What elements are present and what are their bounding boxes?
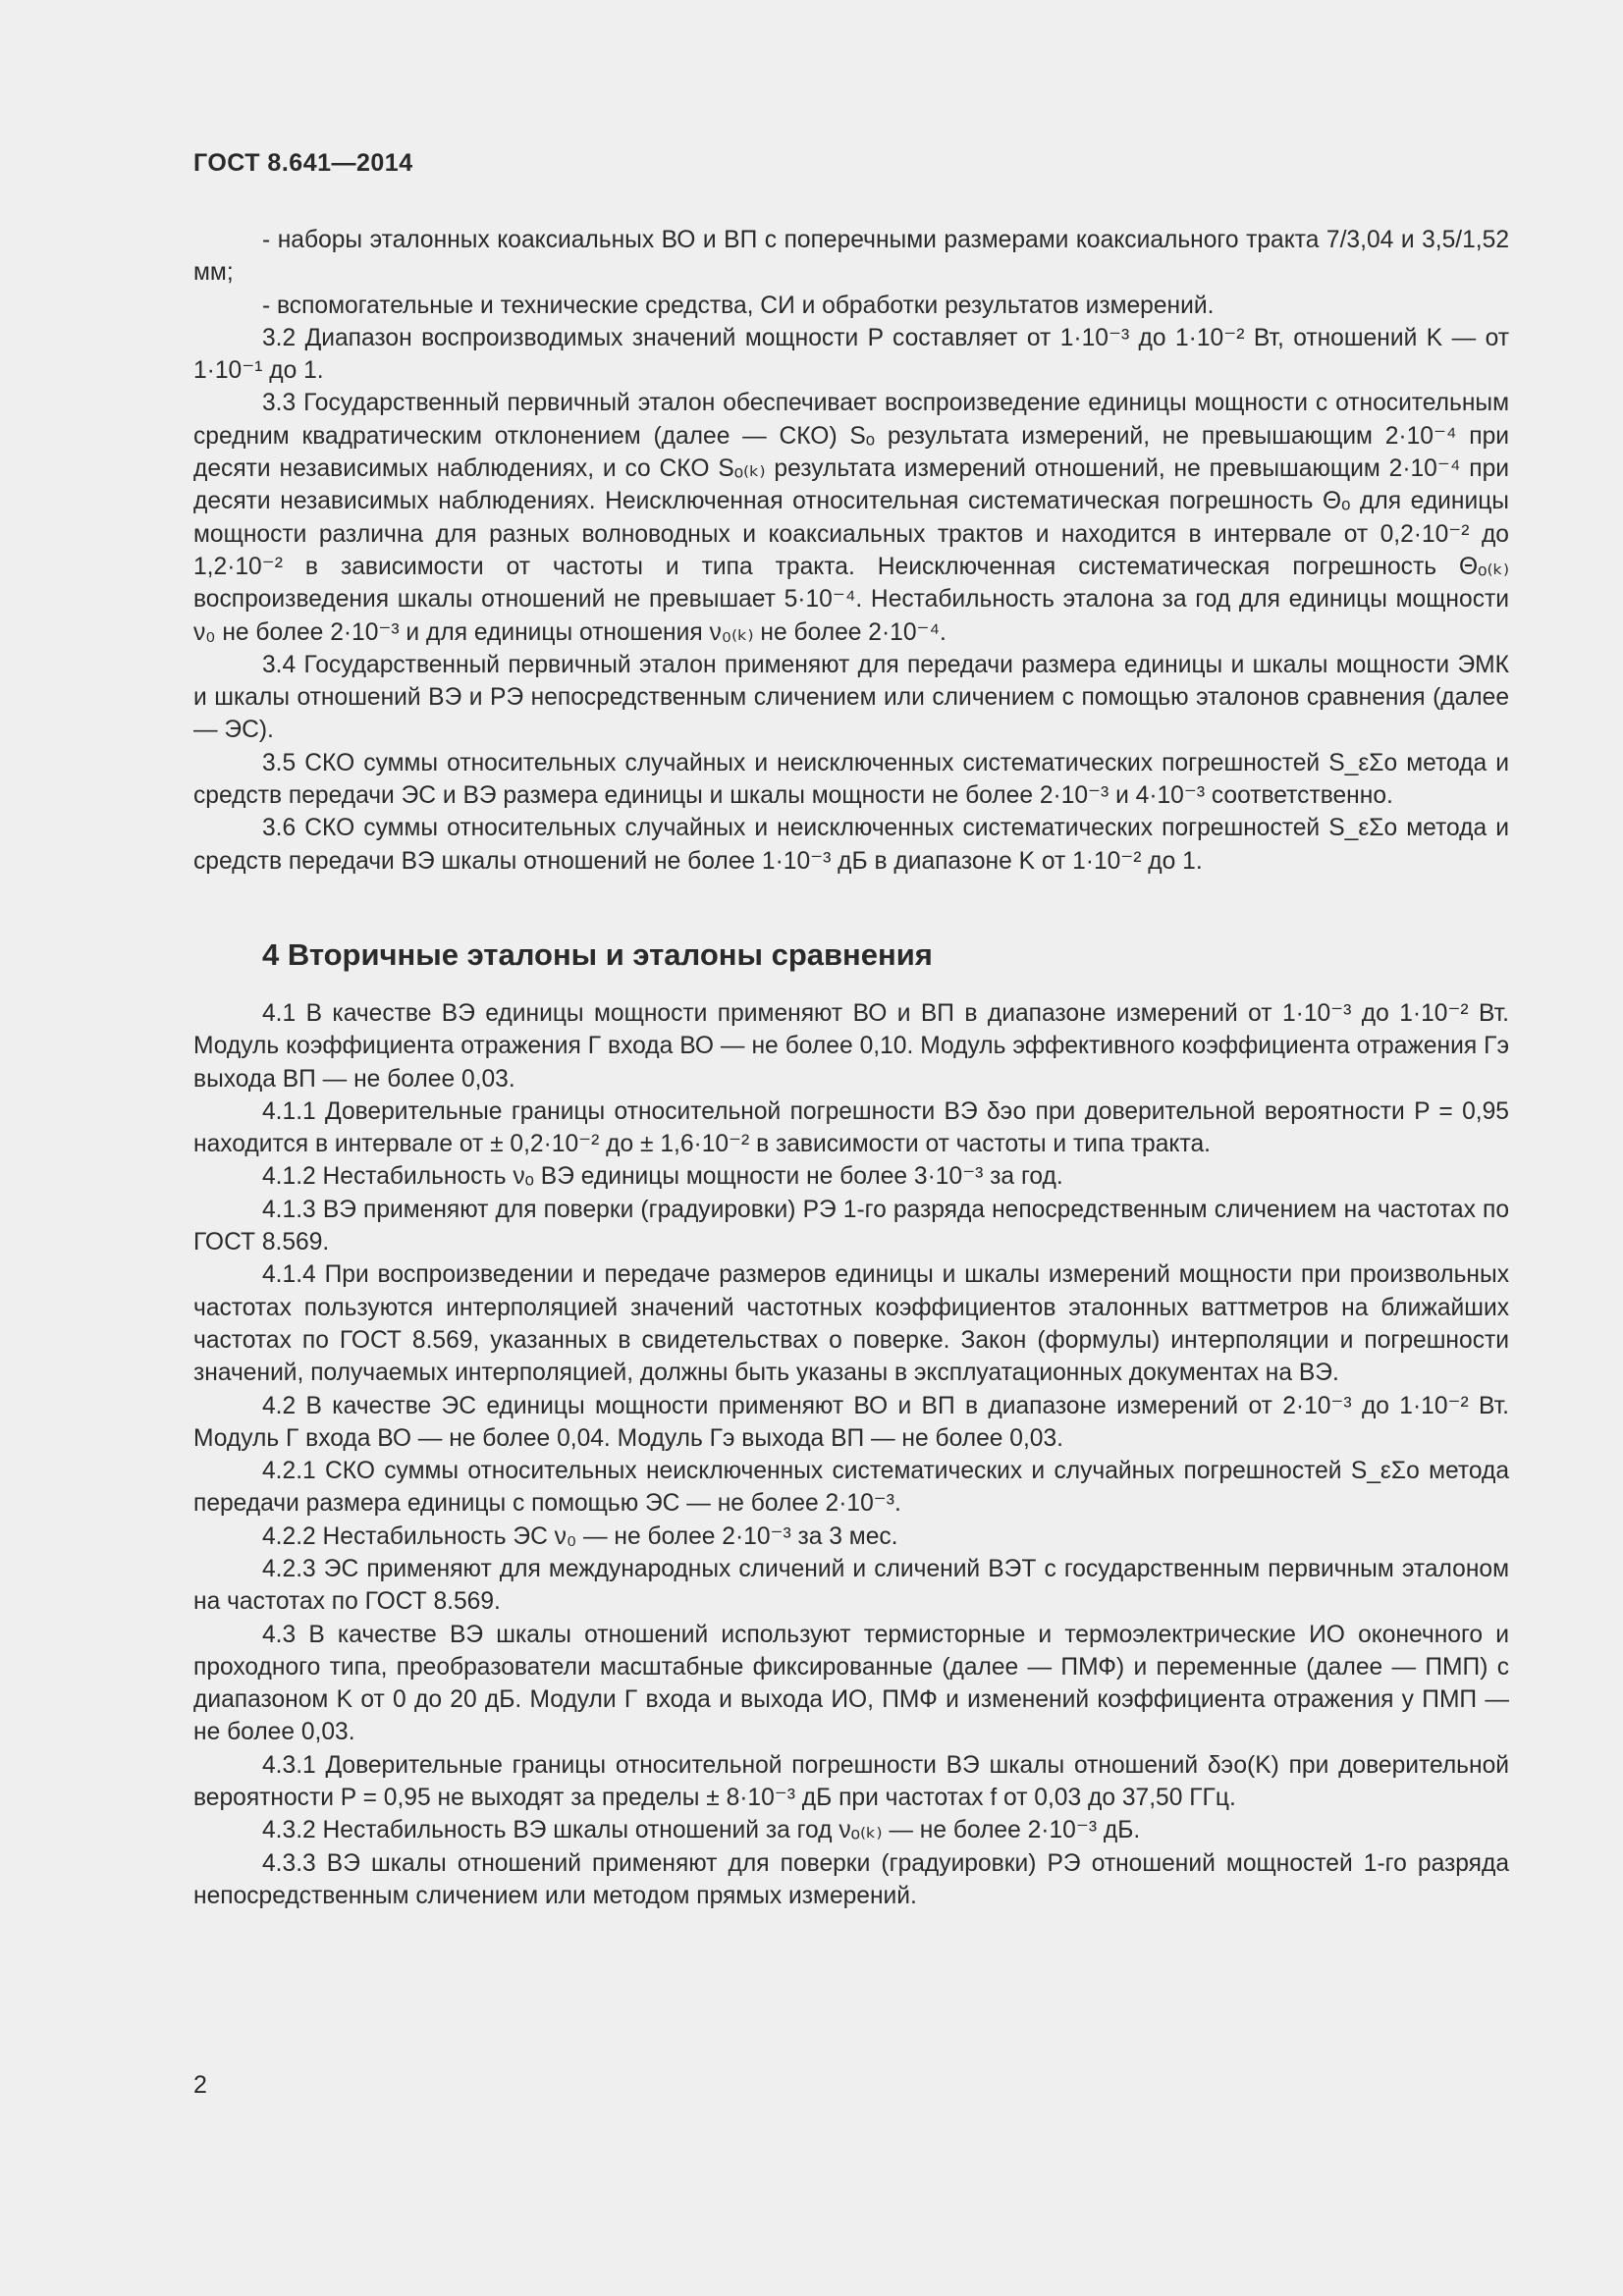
paragraph-3-5: 3.5 СКО суммы относительных случайных и неисключенных систематических погрешностей S_εΣo метода и средств передачи ЭС и ВЭ размера единицы и шкалы мощности не более 2·10⁻³ и 4·10⁻³ соответственно.: [193, 749, 1509, 810]
list-item-coaxial-sets: - наборы эталонных коаксиальных ВО и ВП с поперечными размерами коаксиального тракта 7/3,04 и 3,5/1,52 мм;: [193, 227, 1509, 287]
paragraph-4-1-3: 4.1.3 ВЭ применяют для поверки (градуировки) РЭ 1-го разряда непосредственным сличением на частотах по ГОСТ 8.569.: [193, 1196, 1509, 1256]
paragraph-3-4: 3.4 Государственный первичный эталон применяют для передачи размера единицы и шкалы мощности ЭМК и шкалы отношений ВЭ и РЭ непосредственным сличением или сличением с помощью эталонов сравнения (далее — ЭС).: [193, 651, 1509, 744]
paragraph-3-6: 3.6 СКО суммы относительных случайных и неисключенных систематических погрешностей S_εΣo метода и средств передачи ВЭ шкалы отношений не более 1·10⁻³ дБ в диапазоне K от 1·10⁻² до 1.: [193, 815, 1509, 875]
paragraph-4-2-1: 4.2.1 СКО суммы относительных неисключенных систематических и случайных погрешностей S_εΣo метода передачи размера единицы с помощью ЭС — не более 2·10⁻³.: [193, 1458, 1509, 1518]
page-number: 2: [193, 2071, 207, 2099]
paragraph-4-1-4: 4.1.4 При воспроизведении и передаче размеров единицы и шкалы измерений мощности при произвольных частотах пользуются интерполяцией значений частотных коэффициентов эталонных ваттметров на ближайших частотах по ГОСТ 8.569, указанных в свидетельствах о поверке. Закон (формулы) интерполяции и погрешности значений, получаемых интерполяцией, должны быть указаны в эксплуатационных документах на ВЭ.: [193, 1261, 1509, 1387]
paragraph-4-3-3: 4.3.3 ВЭ шкалы отношений применяют для поверки (градуировки) РЭ отношений мощностей 1-го разряда непосредственным сличением или методом прямых измерений.: [193, 1849, 1509, 1909]
section-heading-4: 4 Вторичные эталоны и эталоны сравнения: [262, 936, 933, 972]
document-body: [193, 224, 1509, 1912]
paragraph-4-2: 4.2 В качестве ЭС единицы мощности применяют ВО и ВП в диапазоне измерений от 2·10⁻³ до 1·10⁻² Вт. Модуль Г входа ВО — не более 0,04. Модуль Гэ выхода ВП — не более 0,03.: [193, 1392, 1509, 1452]
paragraph-4-3: 4.3 В качестве ВЭ шкалы отношений используют термисторные и термоэлектрические ИО оконечного и проходного типа, преобразователи масштабные фиксированные (далее — ПМФ) и переменные (далее — ПМП) с диапазоном K от 0 до 20 дБ. Модули Г входа и выхода ИО, ПМФ и изменений коэффициента отражения у ПМП — не более 0,03.: [193, 1621, 1509, 1746]
paragraph-4-3-1: 4.3.1 Доверительные границы относительной погрешности ВЭ шкалы отношений δэо(K) при доверительной вероятности P = 0,95 не выходят за пределы ± 8·10⁻³ дБ при частотах f от 0,03 до 37,50 ГГц.: [193, 1751, 1509, 1812]
document-header: ГОСТ 8.641—2014: [193, 149, 413, 177]
paragraph-3-2: 3.2 Диапазон воспроизводимых значений мощности P составляет от 1·10⁻³ до 1·10⁻² Вт, отношений K — от 1·10⁻¹ до 1.: [193, 324, 1509, 385]
paragraph-4-1-1: 4.1.1 Доверительные границы относительной погрешности ВЭ δэо при доверительной вероятности P = 0,95 находится в интервале от ± 0,2·10⁻² до ± 1,6·10⁻² в зависимости от частоты и типа тракта.: [193, 1097, 1509, 1158]
paragraph-3-3: 3.3 Государственный первичный эталон обеспечивает воспроизведение единицы мощности с относительным средним квадратическим отклонением (далее — СКО) Sₒ результата измерений, не превышающим 2·10⁻⁴ при десяти независимых наблюдениях, и со СКО Sₒ₍ₖ₎ результата измерений отношений, не превышающим 2·10⁻⁴ при десяти независимых наблюдениях. Неисключенная относительная систематическая погрешность Θₒ для единицы мощности различна для разных волноводных и коаксиальных трактов и находится в интервале от 0,2·10⁻² до 1,2·10⁻² в зависимости от частоты и типа тракта. Неисключенная систематическая погрешность Θₒ₍ₖ₎ воспроизведения шкалы отношений не превышает 5·10⁻⁴. Нестабильность эталона за год для единицы мощности ν₀ не более 2·10⁻³ и для единицы отношения ν₀₍ₖ₎ не более 2·10⁻⁴.: [193, 390, 1509, 646]
paragraph-4-1-2: 4.1.2 Нестабильность νₒ ВЭ единицы мощности не более 3·10⁻³ за год.: [262, 1163, 1063, 1191]
list-item-auxiliary-means: - вспомогательные и технические средства, СИ и обработки результатов измерений.: [262, 292, 1215, 319]
paragraph-4-2-2: 4.2.2 Нестабильность ЭС ν₀ — не более 2·10⁻³ за 3 мес.: [262, 1522, 898, 1550]
paragraph-4-3-2: 4.3.2 Нестабильность ВЭ шкалы отношений за год νₒ₍ₖ₎ — не более 2·10⁻³ дБ.: [262, 1817, 1141, 1844]
paragraph-4-1: 4.1 В качестве ВЭ единицы мощности применяют ВО и ВП в диапазоне измерений от 1·10⁻³ до 1·10⁻² Вт. Модуль коэффициента отражения Г входа ВО — не более 0,10. Модуль эффективного коэффициента отражения Гэ выхода ВП — не более 0,03.: [193, 999, 1509, 1093]
paragraph-4-2-3: 4.2.3 ЭС применяют для международных сличений и сличений ВЭТ с государственным первичным эталоном на частотах по ГОСТ 8.569.: [193, 1555, 1509, 1616]
